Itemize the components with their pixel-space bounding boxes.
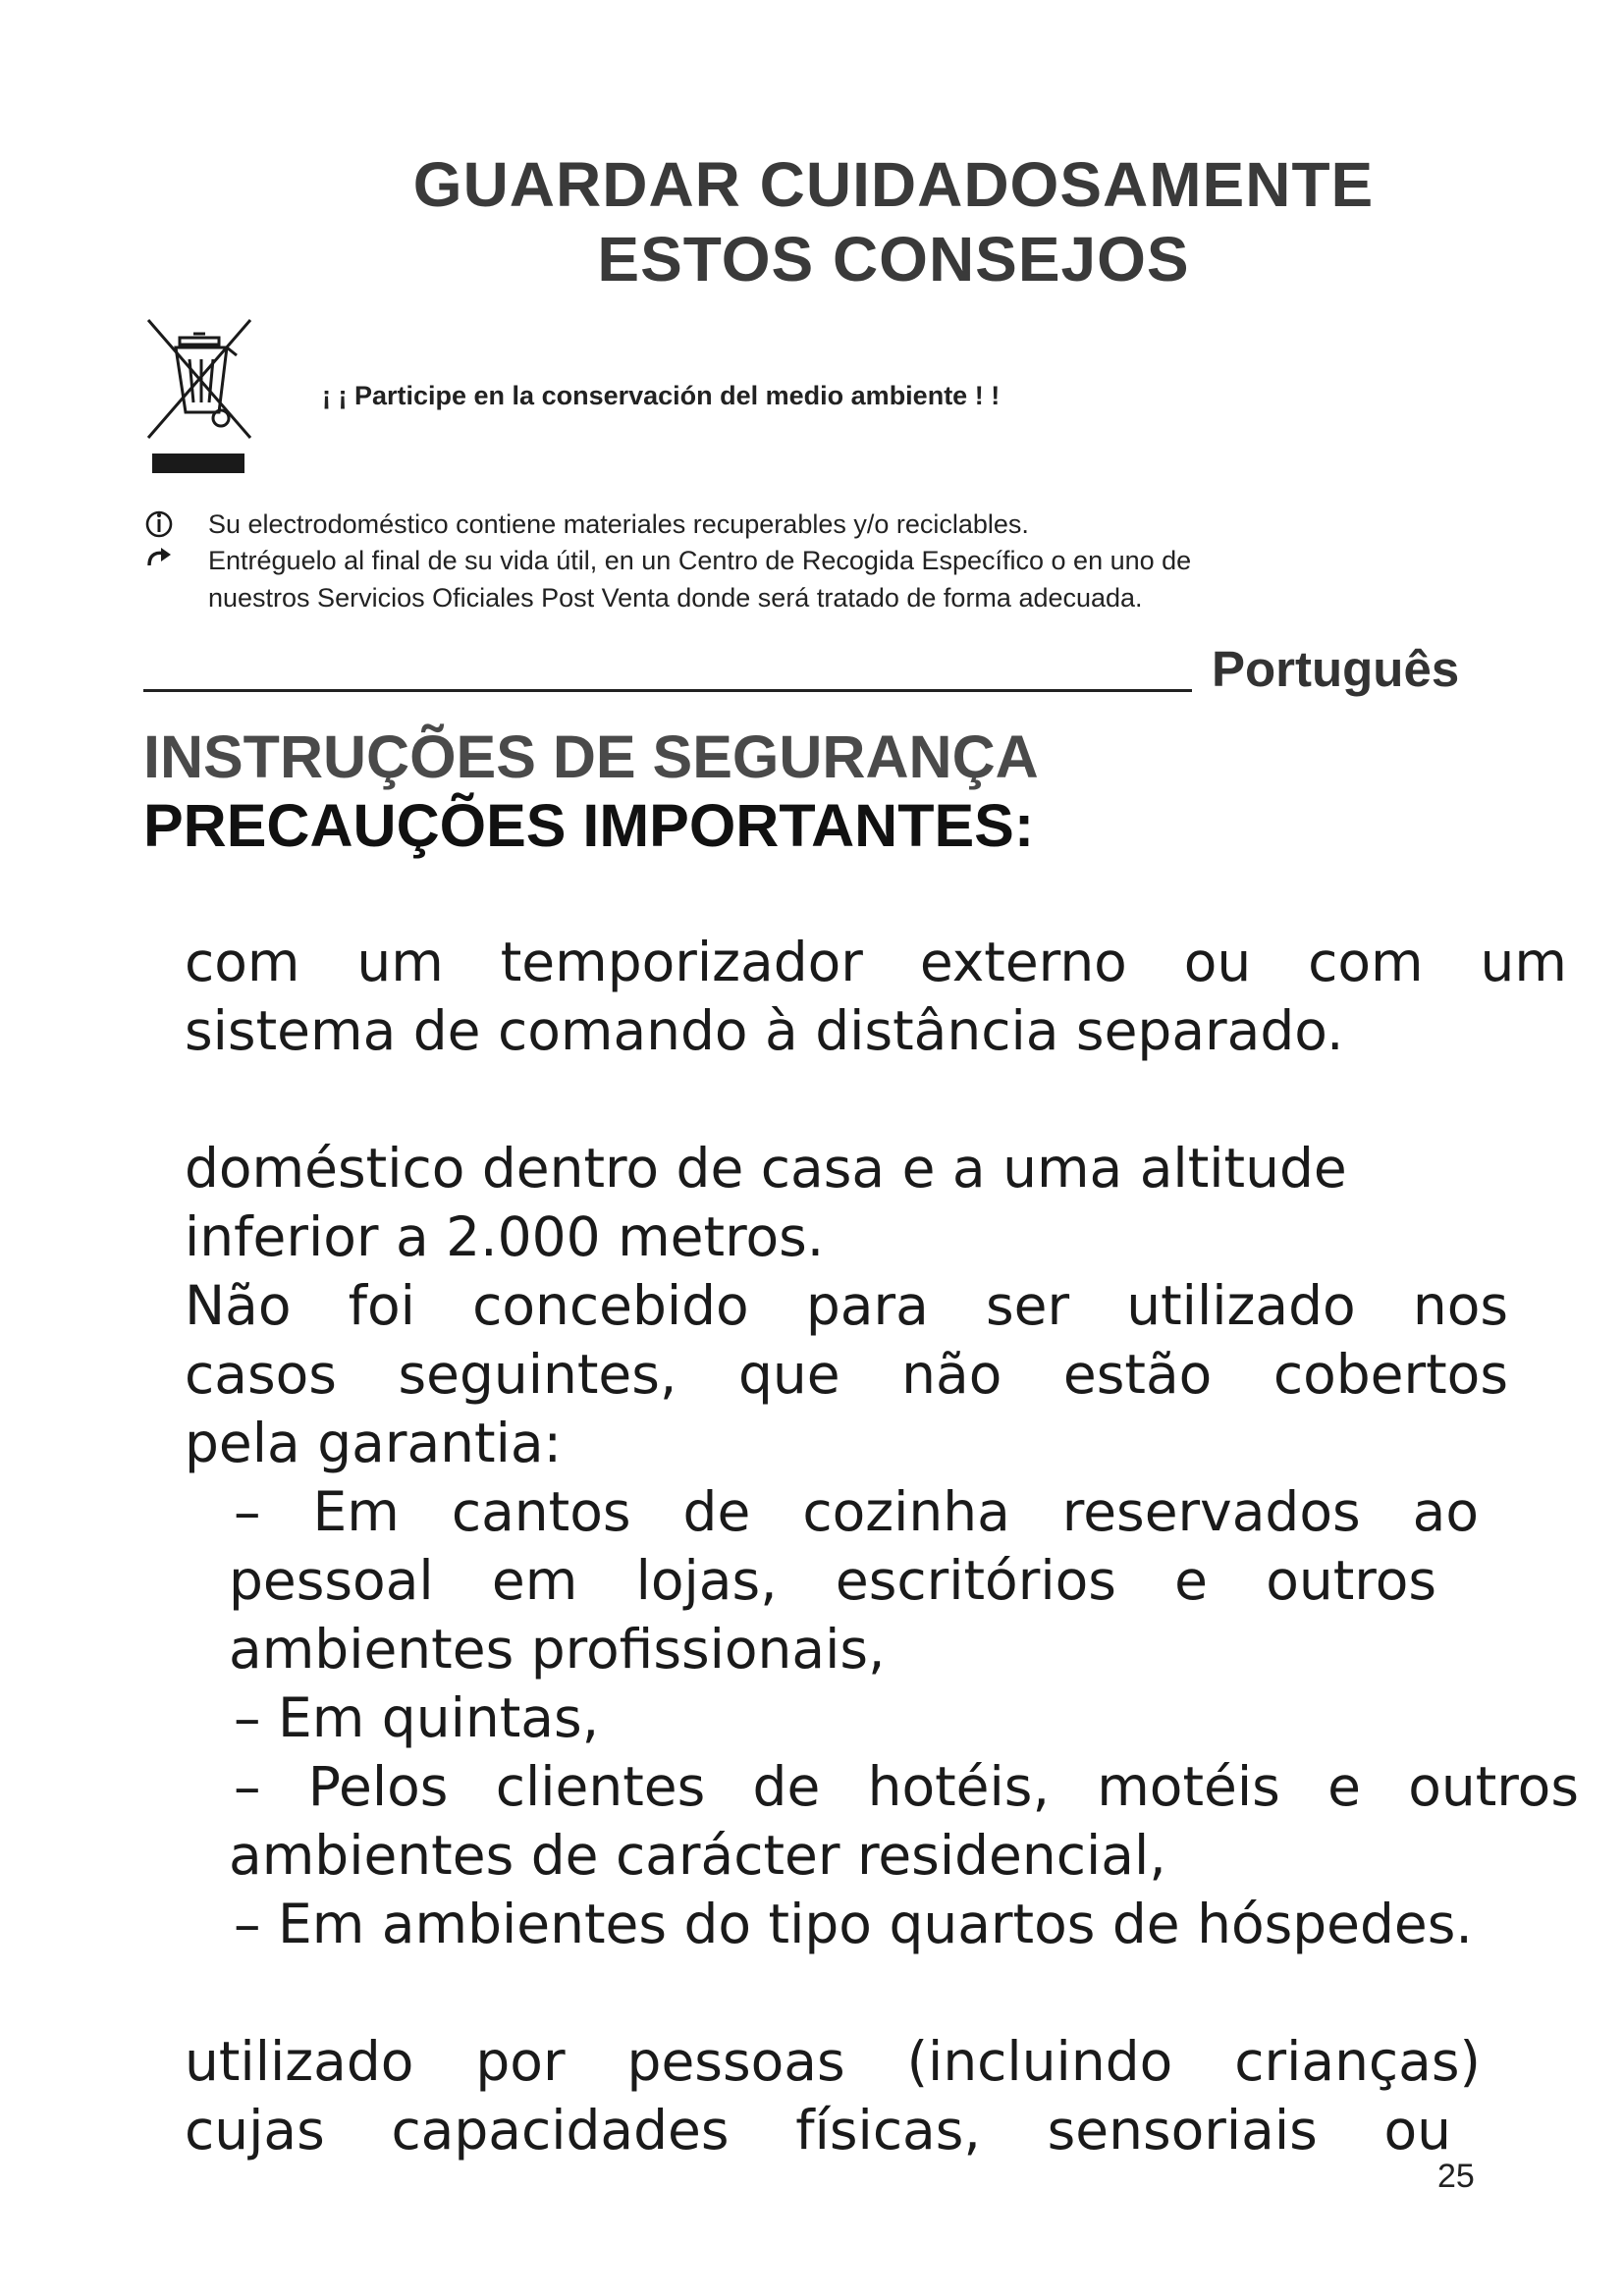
list-item: – Em ambientes do tipo quartos de hóspedes. [234, 1893, 1473, 1955]
header-title-line-1: GUARDAR CUIDADOSAMENTE [412, 149, 1375, 220]
environment-slogan: ¡ ¡ Participe en la conservación del medio ambiente ! ! [322, 381, 1001, 410]
page-number: 25 [1437, 2158, 1475, 2195]
list-item: – Em cantos de cozinha reservados ao [234, 1480, 1479, 1543]
list-item: – Em quintas, [234, 1686, 600, 1749]
list-item: pessoal em lojas, escritórios e outros [229, 1549, 1436, 1612]
body-line: com um temporizador externo ou com um [185, 931, 1567, 993]
safety-heading: INSTRUÇÕES DE SEGURANÇA [143, 723, 1039, 790]
list-item: – Pelos clientes de hotéis, motéis e outros [234, 1755, 1579, 1818]
body-line: sistema de comando à distância separado. [185, 999, 1344, 1062]
weee-marking-bar [152, 454, 244, 473]
precautions-heading: PRECAUÇÕES IMPORTANTES: [143, 792, 1035, 859]
body-line: cujas capacidades físicas, sensoriais ou [185, 2099, 1451, 2162]
arrow-icon [145, 542, 175, 579]
body-line: Não foi concebido para ser utilizado nos [185, 1274, 1508, 1337]
body-line: pela garantia: [185, 1412, 563, 1474]
body-line: utilizado por pessoas (incluindo crianças) [185, 2030, 1481, 2093]
body-line: casos seguintes, que não estão cobertos [185, 1343, 1508, 1406]
page-header-title [0, 147, 1624, 296]
note-text: Su electrodoméstico contiene materiales recuperables y/o reciclables. [208, 509, 1029, 539]
section-divider [143, 689, 1192, 692]
crossed-out-wheelie-bin-icon [142, 316, 255, 444]
body-line: inferior a 2.000 metros. [185, 1205, 825, 1268]
body-line: doméstico dentro de casa e a uma altitude [185, 1137, 1347, 1200]
info-icon [145, 506, 175, 543]
header-title-line-2: ESTOS CONSEJOS [597, 224, 1190, 294]
note-text: Entréguelo al final de su vida útil, en un Centro de Recogida Específico o en uno de [208, 546, 1192, 575]
note-text: nuestros Servicios Oficiales Post Venta donde será tratado de forma adecuada. [208, 583, 1143, 613]
list-item: ambientes profissionais, [229, 1618, 886, 1681]
language-label: Português [1212, 641, 1460, 697]
list-item: ambientes de carácter residencial, [229, 1824, 1166, 1887]
